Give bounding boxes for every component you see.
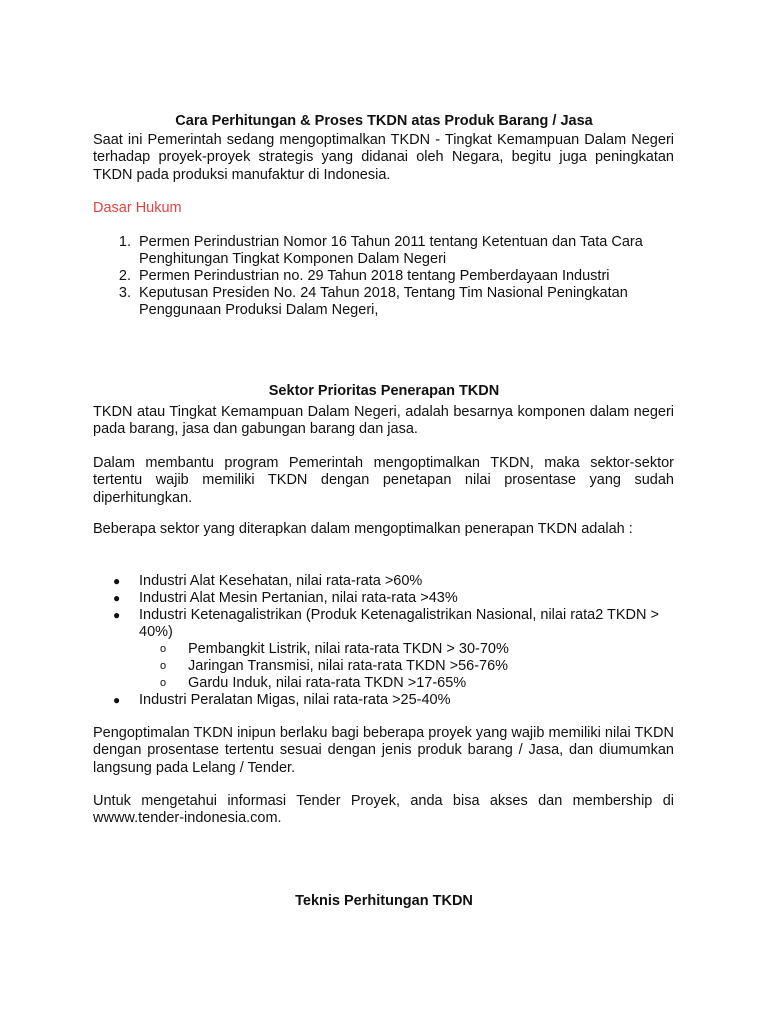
list-item-text: Permen Perindustrian no. 29 Tahun 2018 tentang Pemberdayaan Industri xyxy=(139,268,610,284)
sector-intro-paragraph: Beberapa sektor yang diterapkan dalam mengoptimalkan penerapan TKDN adalah : xyxy=(93,521,633,537)
list-item-text: Industri Peralatan Migas, nilai rata-rata >25-40% xyxy=(139,692,451,708)
circle-bullet-icon: o xyxy=(160,677,167,689)
sub-list-item xyxy=(93,658,674,675)
heading-cara-perhitungan: Cara Perhitungan & Proses TKDN atas Produk Barang / Jasa xyxy=(175,113,593,129)
heading-sektor-prioritas: Sektor Prioritas Penerapan TKDN xyxy=(268,383,500,399)
list-item xyxy=(93,234,674,268)
optimization-paragraph: Pengoptimalan TKDN inipun berlaku bagi beberapa proyek yang wajib memiliki nilai TKDN dengan prosentase tertentu sesuai dengan jenis produk barang / Jasa, dan diumumkan langsung pada Lelang / Tender. xyxy=(93,725,674,776)
sub-list-item-text: Gardu Induk, nilai rata-rata TKDN >17-65% xyxy=(188,675,467,691)
list-item-text: Permen Perindustrian Nomor 16 Tahun 2011 tentang Ketentuan dan Tata Cara Penghitungan Tingkat Komponen Dalam Negeri xyxy=(139,234,643,267)
list-item xyxy=(93,268,674,285)
intro-paragraph: Saat ini Pemerintah sedang mengoptimalkan TKDN - Tingkat Kemampuan Dalam Negeri terhadap proyek-proyek strategis yang didanai oleh Negara, begitu juga peningkatan TKDN pada produksi manufaktur di Indonesia. xyxy=(93,132,674,183)
sector-list xyxy=(93,573,674,709)
sub-list-item xyxy=(93,641,674,658)
list-item xyxy=(93,590,674,607)
list-item-text: Industri Alat Kesehatan, nilai rata-rata >60% xyxy=(139,573,423,589)
bullet-icon: ● xyxy=(113,693,121,707)
list-item-text: Industri Ketenagalistrikan (Produk Ketenagalistrikan Nasional, nilai rata2 TKDN > 40%) xyxy=(139,607,659,640)
sub-list-item-text: Jaringan Transmisi, nilai rata-rata TKDN >56-76% xyxy=(188,658,509,674)
sub-list-item xyxy=(93,675,674,692)
list-number: 2. xyxy=(118,268,131,284)
list-item xyxy=(93,285,674,319)
list-number: 1. xyxy=(118,234,131,250)
program-paragraph: Dalam membantu program Pemerintah mengoptimalkan TKDN, maka sektor-sektor tertentu wajib memiliki TKDN dengan penetapan nilai prosentase yang sudah diperhitungkan. xyxy=(93,455,674,506)
circle-bullet-icon: o xyxy=(160,643,167,655)
legal-basis-list xyxy=(93,234,674,319)
dasar-hukum-label: Dasar Hukum xyxy=(93,200,182,216)
list-item-text: Keputusan Presiden No. 24 Tahun 2018, Tentang Tim Nasional Peningkatan Penggunaan Produksi Dalam Negeri, xyxy=(139,285,628,318)
heading-teknis-perhitungan: Teknis Perhitungan TKDN xyxy=(295,893,473,909)
list-number: 3. xyxy=(118,285,131,301)
bullet-icon: ● xyxy=(113,608,121,622)
bullet-icon: ● xyxy=(113,591,121,605)
list-item xyxy=(93,692,674,709)
sub-list-item-text: Pembangkit Listrik, nilai rata-rata TKDN > 30-70% xyxy=(188,641,509,657)
list-item-text: Industri Alat Mesin Pertanian, nilai rata-rata >43% xyxy=(139,590,458,606)
bullet-icon: ● xyxy=(113,574,121,588)
circle-bullet-icon: o xyxy=(160,660,167,672)
list-item xyxy=(93,573,674,590)
tender-info-paragraph: Untuk mengetahui informasi Tender Proyek, anda bisa akses dan membership di wwww.tender-indonesia.com. xyxy=(93,793,674,827)
definition-paragraph: TKDN atau Tingkat Kemampuan Dalam Negeri, adalah besarnya komponen dalam negeri pada barang, jasa dan gabungan barang dan jasa. xyxy=(93,404,674,438)
list-item xyxy=(93,607,674,641)
